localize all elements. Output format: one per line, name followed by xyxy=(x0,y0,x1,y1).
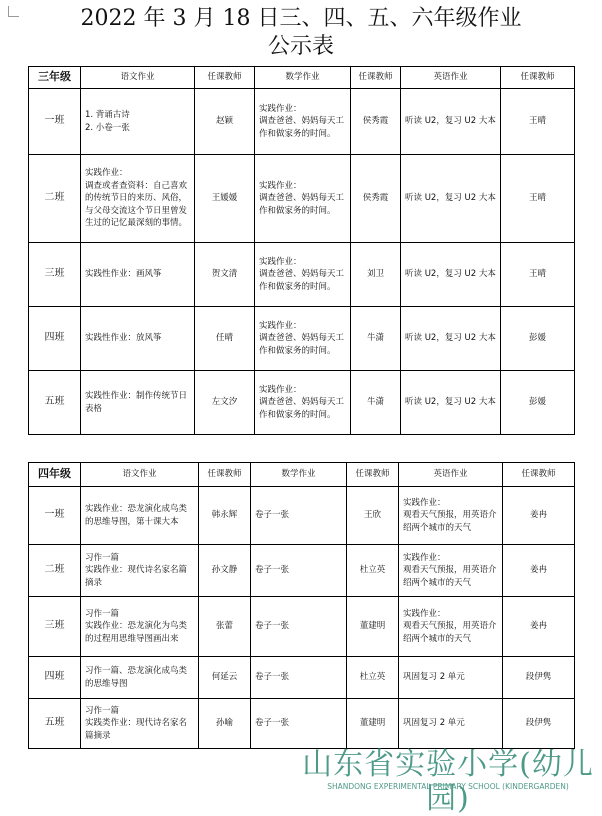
chinese-teacher: 赵颖 xyxy=(195,89,255,155)
chinese-teacher: 何延云 xyxy=(199,657,251,699)
table-row xyxy=(29,371,575,435)
math-teacher: 杜立英 xyxy=(347,545,399,597)
chinese-homework: 习作一篇、恐龙演化成鸟类的思维导图 xyxy=(81,657,199,699)
grade4-table-body xyxy=(29,463,575,749)
chinese-homework: 实践性作业：画风筝 xyxy=(81,243,195,307)
chinese-teacher: 贺文清 xyxy=(195,243,255,307)
table-row xyxy=(29,155,575,243)
header-english: 英语作业 xyxy=(401,67,501,89)
class-cell: 三班 xyxy=(29,243,81,307)
table-row xyxy=(29,487,575,545)
header-chinese: 语文作业 xyxy=(81,67,195,89)
english-homework: 巩固复习 2 单元 xyxy=(399,657,503,699)
chinese-homework: 实践作业： 调查或者查资料：自己喜欢的传统节日的来历、风俗，与父母交流这个节日里曾发生过的记忆最深刻的事情。 xyxy=(81,155,195,243)
chinese-teacher: 孙喻 xyxy=(199,699,251,749)
chinese-homework: 实践性作业：制作传统节日表格 xyxy=(81,371,195,435)
header-chinese: 语文作业 xyxy=(81,463,199,487)
math-teacher: 王欣 xyxy=(347,487,399,545)
header-teacher: 任课教师 xyxy=(351,67,401,89)
english-teacher: 段伊隽 xyxy=(503,657,575,699)
grade4-header-row xyxy=(29,463,575,487)
math-homework: 实践作业： 调查爸爸、妈妈每天工作和做家务的时间。 xyxy=(255,89,351,155)
english-homework: 实践作业： 观看天气预报，用英语介绍两个城市的天气 xyxy=(399,545,503,597)
math-teacher: 牛潇 xyxy=(351,307,401,371)
math-teacher: 侯秀霞 xyxy=(351,89,401,155)
header-math: 数学作业 xyxy=(251,463,347,487)
english-homework: 听读 U2，复习 U2 大本 xyxy=(401,243,501,307)
math-homework: 实践作业： 调查爸爸、妈妈每天工作和做家务的时间。 xyxy=(255,243,351,307)
math-teacher: 刘卫 xyxy=(351,243,401,307)
page-title: 2022 年 3 月 18 日三、四、五、六年级作业 xyxy=(80,6,522,31)
header-teacher: 任课教师 xyxy=(503,463,575,487)
class-cell: 二班 xyxy=(29,545,81,597)
header-teacher: 任课教师 xyxy=(347,463,399,487)
class-cell: 一班 xyxy=(29,89,81,155)
chinese-homework: 实践作业：恐龙演化成鸟类的思维导图，第十课大本 xyxy=(81,487,199,545)
class-cell: 四班 xyxy=(29,307,81,371)
class-cell: 三班 xyxy=(29,597,81,657)
math-homework: 卷子一张 xyxy=(251,597,347,657)
grade4-table xyxy=(28,462,575,749)
school-logo-english: SHANDONG EXPERIMENTAL PRIMARY SCHOOL (KINDERGARDEN) xyxy=(327,782,569,791)
english-teacher: 彭媛 xyxy=(501,307,575,371)
grade3-table-body xyxy=(29,67,575,435)
math-teacher: 杜立英 xyxy=(347,657,399,699)
english-teacher: 段伊隽 xyxy=(503,699,575,749)
grade3-table xyxy=(28,66,575,435)
chinese-teacher: 张蕾 xyxy=(199,597,251,657)
table-row xyxy=(29,307,575,371)
chinese-homework: 习作一篇 实践作业：现代诗名家名篇摘录 xyxy=(81,545,199,597)
math-homework: 实践作业： 调查爸爸、妈妈每天工作和做家务的时间。 xyxy=(255,371,351,435)
math-homework: 卷子一张 xyxy=(251,545,347,597)
chinese-homework: 实践性作业：放风筝 xyxy=(81,307,195,371)
math-teacher: 牛潇 xyxy=(351,371,401,435)
chinese-teacher: 任晴 xyxy=(195,307,255,371)
english-homework: 巩固复习 2 单元 xyxy=(399,699,503,749)
english-teacher: 姜冉 xyxy=(503,545,575,597)
english-homework: 实践作业： 观看天气预报，用英语介绍两个城市的天气 xyxy=(399,597,503,657)
chinese-teacher: 王媛媛 xyxy=(195,155,255,243)
header-teacher: 任课教师 xyxy=(501,67,575,89)
english-homework: 听读 U2，复习 U2 大本 xyxy=(401,89,501,155)
english-teacher: 姜冉 xyxy=(503,487,575,545)
class-cell: 四班 xyxy=(29,657,81,699)
math-homework: 实践作业： 调查爸爸、妈妈每天工作和做家务的时间。 xyxy=(255,307,351,371)
english-teacher: 姜冉 xyxy=(503,597,575,657)
class-cell: 一班 xyxy=(29,487,81,545)
chinese-homework: 1. 背诵古诗 2. 小卷一张 xyxy=(81,89,195,155)
chinese-teacher: 左文汐 xyxy=(195,371,255,435)
math-homework: 卷子一张 xyxy=(251,487,347,545)
table-row xyxy=(29,657,575,699)
math-teacher: 董建明 xyxy=(347,597,399,657)
english-homework: 听读 U2，复习 U2 大本 xyxy=(401,155,501,243)
grade3-label: 三年级 xyxy=(29,67,81,89)
school-logo-text: 山东省实验小学(幼儿园) xyxy=(302,747,594,816)
english-homework: 听读 U2，复习 U2 大本 xyxy=(401,371,501,435)
table-row xyxy=(29,89,575,155)
math-homework: 实践作业： 调查爸爸、妈妈每天工作和做家务的时间。 xyxy=(255,155,351,243)
header-teacher: 任课教师 xyxy=(195,67,255,89)
table-row xyxy=(29,545,575,597)
table-row xyxy=(29,699,575,749)
english-homework: 听读 U2，复习 U2 大本 xyxy=(401,307,501,371)
chinese-homework: 习作一篇 实践类作业：现代诗名家名篇摘录 xyxy=(81,699,199,749)
table-row xyxy=(29,597,575,657)
english-teacher: 彭媛 xyxy=(501,371,575,435)
class-cell: 五班 xyxy=(29,371,81,435)
grade3-header-row xyxy=(29,67,575,89)
english-teacher: 王晴 xyxy=(501,243,575,307)
header-teacher: 任课教师 xyxy=(199,463,251,487)
header-english: 英语作业 xyxy=(399,463,503,487)
math-teacher: 董建明 xyxy=(347,699,399,749)
chinese-teacher: 孙文静 xyxy=(199,545,251,597)
chinese-homework: 习作一篇 实践作业：恐龙演化为鸟类的过程用思维导图画出来 xyxy=(81,597,199,657)
english-homework: 实践作业： 观看天气预报，用英语介绍两个城市的天气 xyxy=(399,487,503,545)
math-homework: 卷子一张 xyxy=(251,699,347,749)
math-teacher: 侯秀霞 xyxy=(351,155,401,243)
class-cell: 五班 xyxy=(29,699,81,749)
english-teacher: 王晴 xyxy=(501,155,575,243)
math-homework: 卷子一张 xyxy=(251,657,347,699)
english-teacher: 王晴 xyxy=(501,89,575,155)
chinese-teacher: 韩永辉 xyxy=(199,487,251,545)
grade4-label: 四年级 xyxy=(29,463,81,487)
header-math: 数学作业 xyxy=(255,67,351,89)
table-row xyxy=(29,243,575,307)
class-cell: 二班 xyxy=(29,155,81,243)
page-subtitle: 公示表 xyxy=(267,34,334,59)
